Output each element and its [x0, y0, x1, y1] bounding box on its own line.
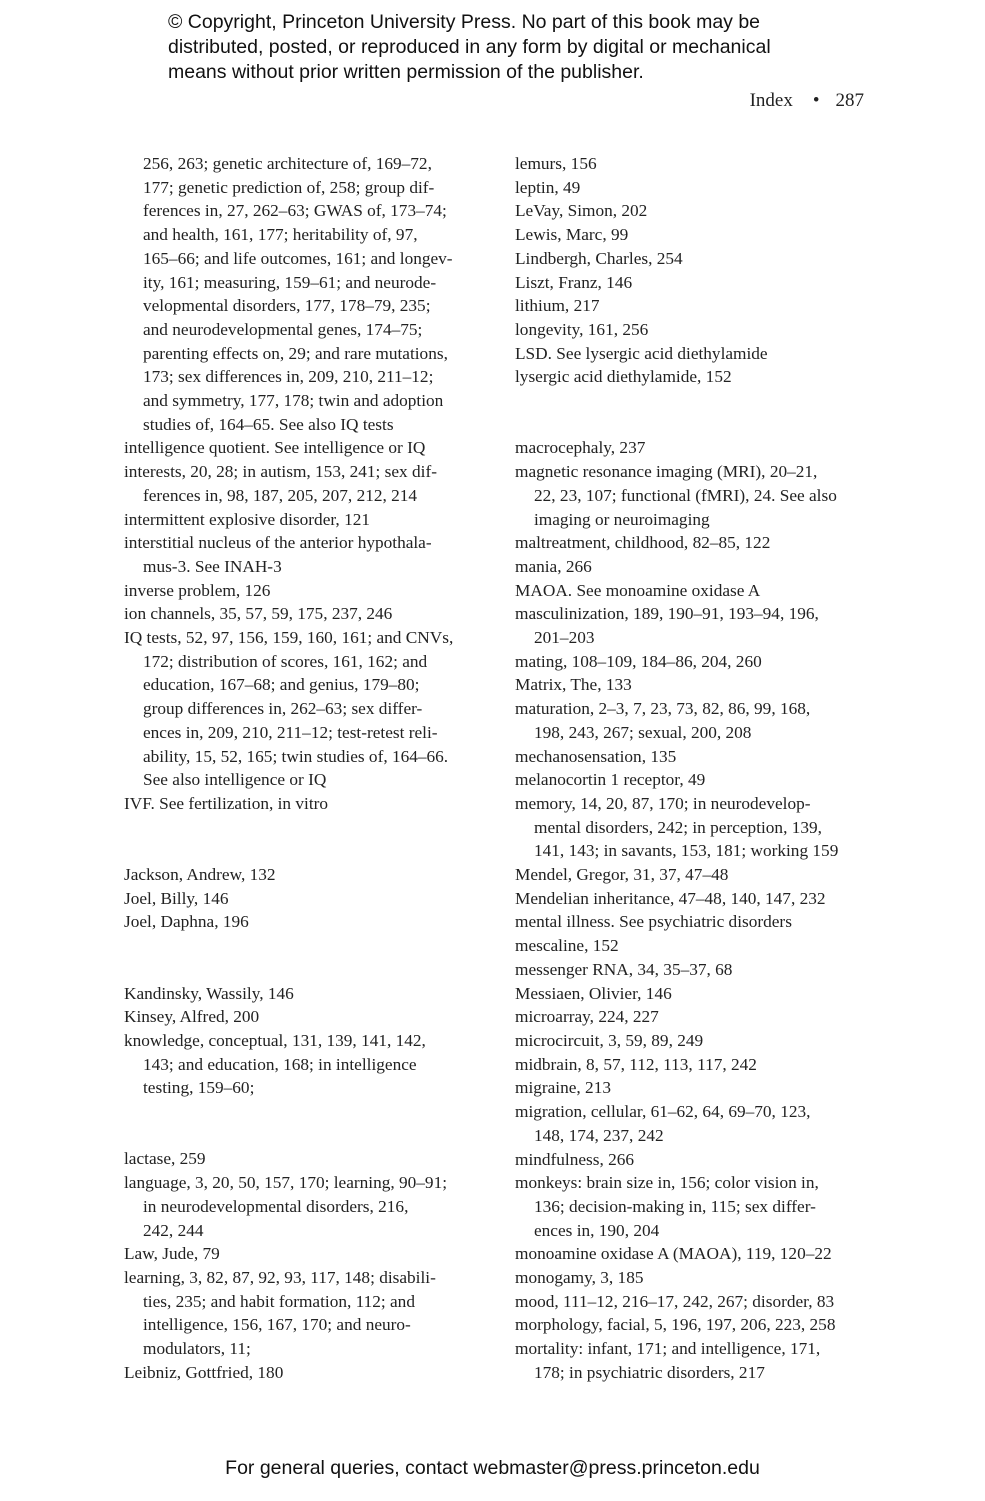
index-entry: [515, 342, 875, 366]
entry-heading: IVF. See fertilization, in vitro: [124, 793, 329, 813]
entry-heading: lemurs, 156: [515, 154, 597, 173]
entry-heading: Kinsey, Alfred, 200: [124, 1007, 260, 1027]
index-entry: [124, 1242, 494, 1266]
group-spacer: [124, 1100, 494, 1147]
index-entry: [515, 247, 875, 271]
index-entry: [124, 910, 494, 934]
index-entry: [124, 1005, 494, 1029]
index-entry: [515, 1290, 875, 1314]
entry-heading: LSD. See lysergic acid diethylamide: [515, 343, 768, 363]
index-entry: [124, 863, 494, 887]
entry-line: 178; in psychiatric disorders, 217: [534, 1362, 765, 1382]
index-entry: [515, 1029, 875, 1053]
index-entry: [124, 1361, 494, 1385]
entry-line: 172; distribution of scores, 161, 162; and: [143, 651, 428, 671]
index-column-left: [124, 152, 494, 1385]
footer-contact: For general queries, contact webmaster@press.princeton.edu: [225, 1457, 760, 1479]
entry-heading: Matrix, The, 133: [515, 675, 632, 695]
entry-heading: maturation, 2–3, 7, 23, 73, 82, 86, 99, 168,: [515, 699, 811, 719]
index-entry: [515, 1076, 875, 1100]
entry-line: and neurodevelopmental genes, 174–75;: [143, 319, 423, 339]
entry-heading: leptin, 49: [515, 177, 581, 197]
entry-line: ences in, 190, 204: [534, 1220, 660, 1240]
group-spacer: [124, 934, 494, 981]
entry-line: 256, 263; genetic architecture of, 169–72,: [143, 154, 432, 173]
index-entry: [515, 650, 875, 674]
entry-heading: microcircuit, 3, 59, 89, 249: [515, 1031, 704, 1050]
entry-heading: Messiaen, Olivier, 146: [515, 983, 672, 1003]
entry-heading: ion channels, 35, 57, 59, 175, 237, 246: [124, 604, 393, 624]
index-entry: [515, 365, 875, 389]
entry-heading: language, 3, 20, 50, 157, 170; learning, 90–91;: [124, 1173, 448, 1193]
entry-line: mus-3. See INAH-3: [143, 556, 282, 576]
entry-line: 201–203: [534, 628, 595, 648]
entry-line: studies of, 164–65. See also IQ tests: [143, 414, 394, 434]
group-spacer: [124, 816, 494, 863]
index-entry: [515, 982, 875, 1006]
entry-heading: mating, 108–109, 184–86, 204, 260: [515, 651, 762, 671]
entry-line: See also intelligence or IQ: [143, 770, 327, 790]
entry-heading: interests, 20, 28; in autism, 153, 241; sex dif-: [124, 462, 437, 482]
index-entry: [124, 508, 494, 532]
entry-heading: magnetic resonance imaging (MRI), 20–21,: [515, 462, 818, 482]
entry-line: ity, 161; measuring, 159–61; and neurode-: [143, 272, 437, 292]
index-entry: [515, 436, 875, 460]
index-entry: [515, 176, 875, 200]
index-entry: [124, 887, 494, 911]
entry-line: velopmental disorders, 177, 178–79, 235;: [143, 296, 431, 316]
index-entry: [515, 223, 875, 247]
entry-heading: messenger RNA, 34, 35–37, 68: [515, 959, 733, 979]
index-entry: [515, 910, 875, 934]
index-entry: [515, 199, 875, 223]
entry-line: ferences in, 98, 187, 205, 207, 212, 214: [143, 485, 418, 505]
entry-line: ties, 235; and habit formation, 112; and: [143, 1291, 415, 1311]
index-entry: [124, 1147, 494, 1171]
entry-heading: Mendelian inheritance, 47–48, 140, 147, 232: [515, 888, 826, 908]
entry-heading: morphology, facial, 5, 196, 197, 206, 223, 258: [515, 1315, 836, 1335]
entry-line: in neurodevelopmental disorders, 216,: [143, 1196, 409, 1216]
section-title: Index: [749, 90, 793, 111]
entry-heading: mental illness. See psychiatric disorders: [515, 912, 792, 932]
entry-heading: monkeys: brain size in, 156; color vision in,: [515, 1173, 819, 1193]
entry-heading: lysergic acid diethylamide, 152: [515, 367, 732, 387]
index-entry: [515, 1171, 875, 1242]
index-entry: [515, 271, 875, 295]
copyright-notice: [168, 10, 908, 85]
entry-line: group differences in, 262–63; sex differ-: [143, 699, 423, 719]
index-entry: [515, 531, 875, 555]
index-entry: [124, 1266, 494, 1361]
page-number: 287: [835, 90, 864, 111]
index-entry: [515, 792, 875, 863]
entry-heading: mindfulness, 266: [515, 1149, 635, 1169]
entry-line: 136; decision-making in, 115; sex differ-: [534, 1196, 816, 1216]
entry-heading: melanocortin 1 receptor, 49: [515, 770, 706, 790]
entry-heading: MAOA. See monoamine oxidase A: [515, 580, 761, 600]
index-entry: [124, 1171, 494, 1242]
entry-heading: Lewis, Marc, 99: [515, 225, 629, 245]
entry-heading: Jackson, Andrew, 132: [124, 865, 276, 885]
index-entry: [515, 768, 875, 792]
entry-heading: interstitial nucleus of the anterior hypothala-: [124, 533, 432, 553]
index-entry: [124, 579, 494, 603]
entry-line: mental disorders, 242; in perception, 139,: [534, 817, 822, 837]
copyright-line: © Copyright, Princeton University Press. No part of this book may be: [168, 11, 761, 33]
index-entry: [515, 673, 875, 697]
copyright-line: means without prior written permission of the publisher.: [168, 61, 644, 83]
index-group-j: [124, 863, 494, 934]
entry-heading: midbrain, 8, 57, 112, 113, 117, 242: [515, 1054, 757, 1074]
entry-heading: monoamine oxidase A (MAOA), 119, 120–22: [515, 1244, 832, 1264]
index-entry: [515, 602, 875, 649]
entry-heading: LeVay, Simon, 202: [515, 201, 648, 221]
entry-line: 143; and education, 168; in intelligence: [143, 1054, 417, 1074]
entry-line: 148, 174, 237, 242: [534, 1125, 664, 1145]
index-entry: [515, 1266, 875, 1290]
entry-heading: lithium, 217: [515, 296, 600, 316]
entry-heading: Lindbergh, Charles, 254: [515, 248, 683, 268]
entry-heading: maltreatment, childhood, 82–85, 122: [515, 533, 771, 553]
index-entry: [515, 152, 875, 176]
index-entry: [515, 555, 875, 579]
entry-heading: intermittent explosive disorder, 121: [124, 509, 370, 529]
index-entry: [124, 982, 494, 1006]
entry-line: 22, 23, 107; functional (fMRI), 24. See also: [534, 485, 837, 505]
entry-heading: intelligence quotient. See intelligence or IQ: [124, 438, 426, 458]
index-group-l: [515, 152, 875, 389]
index-group-i: [124, 436, 494, 815]
entry-line: testing, 159–60;: [143, 1078, 255, 1098]
entry-heading: masculinization, 189, 190–91, 193–94, 196,: [515, 604, 819, 624]
index-group-m: [515, 436, 875, 1384]
entry-heading: Leibniz, Gottfried, 180: [124, 1362, 284, 1382]
copyright-line: distributed, posted, or reproduced in any form by digital or mechanical: [168, 36, 771, 58]
entry-line: intelligence, 156, 167, 170; and neuro-: [143, 1315, 411, 1335]
entry-line: and health, 161, 177; heritability of, 97,: [143, 225, 418, 245]
index-entry: [515, 1242, 875, 1266]
index-group-l: [124, 1147, 494, 1384]
entry-heading: Joel, Daphna, 196: [124, 912, 249, 932]
index-entry: [515, 1337, 875, 1384]
entry-line: and symmetry, 177, 178; twin and adoption: [143, 391, 444, 411]
entry-heading: longevity, 161, 256: [515, 319, 649, 339]
running-head: [750, 90, 864, 112]
index-entry: [515, 1005, 875, 1029]
entry-line: 141, 143; in savants, 153, 181; working 159: [534, 841, 839, 861]
index-entry: [124, 460, 494, 507]
index-entry: [515, 934, 875, 958]
entry-heading: monogamy, 3, 185: [515, 1268, 644, 1288]
index-entry: [515, 318, 875, 342]
entry-heading: memory, 14, 20, 87, 170; in neurodevelop-: [515, 793, 811, 813]
index-entry: [124, 1029, 494, 1100]
entry-heading: mechanosensation, 135: [515, 746, 677, 766]
index-entry: [515, 1100, 875, 1147]
index-entry: [515, 1148, 875, 1172]
entry-heading: microarray, 224, 227: [515, 1007, 659, 1027]
entry-heading: IQ tests, 52, 97, 156, 159, 160, 161; and CNVs,: [124, 628, 454, 648]
index-entry: [515, 863, 875, 887]
index-entry: [515, 294, 875, 318]
index-entry: [515, 958, 875, 982]
index-entry: [515, 579, 875, 603]
entry-heading: mania, 266: [515, 556, 592, 576]
index-entry: [515, 697, 875, 744]
entry-line: 242, 244: [143, 1220, 204, 1240]
index-entry: [124, 792, 494, 816]
index-group-k: [124, 982, 494, 1101]
entry-heading: migraine, 213: [515, 1078, 611, 1098]
index-entry: [515, 745, 875, 769]
group-spacer: [515, 389, 875, 436]
index-entry: [515, 460, 875, 531]
index-entry: [515, 1313, 875, 1337]
index-entry: [515, 1053, 875, 1077]
index-entry: [124, 436, 494, 460]
entry-heading: migration, cellular, 61–62, 64, 69–70, 123,: [515, 1102, 811, 1122]
entry-heading: knowledge, conceptual, 131, 139, 141, 142,: [124, 1030, 426, 1050]
entry-heading: macrocephaly, 237: [515, 438, 646, 458]
entry-heading: mescaline, 152: [515, 936, 619, 956]
entry-line: 177; genetic prediction of, 258; group dif-: [143, 177, 435, 197]
index-entry: [124, 602, 494, 626]
index-entry: [124, 626, 494, 792]
index-entry: [124, 531, 494, 578]
entry-heading: Mendel, Gregor, 31, 37, 47–48: [515, 865, 729, 885]
entry-line: ability, 15, 52, 165; twin studies of, 164–66.: [143, 746, 449, 766]
entry-line: parenting effects on, 29; and rare mutations,: [143, 343, 448, 363]
entry-line: ences in, 209, 210, 211–12; test-retest reli-: [143, 722, 438, 742]
bullet-separator: •: [812, 90, 820, 111]
entry-heading: Kandinsky, Wassily, 146: [124, 983, 294, 1003]
entry-heading: lactase, 259: [124, 1149, 206, 1169]
entry-line: modulators, 11;: [143, 1339, 251, 1359]
entry-heading: mood, 111–12, 216–17, 242, 267; disorder, 83: [515, 1291, 835, 1311]
entry-line: imaging or neuroimaging: [534, 509, 710, 529]
entry-line: ferences in, 27, 262–63; GWAS of, 173–74;: [143, 201, 447, 221]
entry-line: 173; sex differences in, 209, 210, 211–12;: [143, 367, 434, 387]
entry-heading: learning, 3, 82, 87, 92, 93, 117, 148; disabili-: [124, 1268, 436, 1287]
entry-line: 165–66; and life outcomes, 161; and longev-: [143, 248, 453, 268]
entry-line: 198, 243, 267; sexual, 200, 208: [534, 722, 752, 742]
index-entry: [515, 887, 875, 911]
entry-heading: Law, Jude, 79: [124, 1244, 220, 1264]
entry-heading: inverse problem, 126: [124, 580, 271, 600]
entry-line: education, 167–68; and genius, 179–80;: [143, 675, 420, 695]
entry-heading: Liszt, Franz, 146: [515, 272, 633, 292]
entry-heading: Joel, Billy, 146: [124, 888, 229, 908]
entry-heading: mortality: infant, 171; and intelligence, 171,: [515, 1339, 821, 1359]
index-column-right: [515, 152, 875, 1385]
continued-entry: [124, 152, 494, 436]
